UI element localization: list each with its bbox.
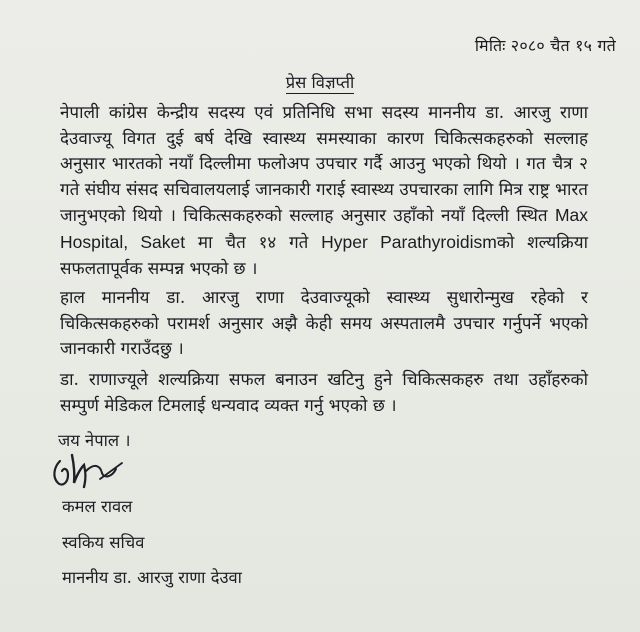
- signatory-name: कमल रावल: [62, 497, 133, 516]
- date-line: मितिः २०८० चैत १५ गते: [474, 36, 616, 55]
- heading-text: प्रेस विज्ञप्ती: [285, 73, 355, 92]
- paragraph-1-middle: मा चैत १४ गते: [185, 232, 322, 253]
- paragraph-1-end: को शल्यक्रिया सफलतापूर्वक सम्पन्न भएको छ ।: [60, 232, 588, 279]
- handwritten-signature: [42, 443, 142, 499]
- hospital-name: Max Hospital, Saket: [60, 205, 588, 252]
- paragraph-2: हाल माननीय डा. आरजु राणा देउवाज्यूको स्वास्थ्य सुधारोन्मुख रहेको र चिकित्सकहरुको परामर्श अनुसार अझै केही समय अस्पतालमै उपचार गर्नुपर्ने भएको जानकारी गराउँदछु ।: [60, 288, 588, 360]
- signatory-office: माननीय डा. आरजु राणा देउवा: [62, 568, 242, 587]
- closing-salutation: जय नेपाल ।: [58, 431, 131, 450]
- diagnosis-name: Hyper Parathyroidism: [321, 231, 497, 252]
- paragraph-3: डा. राणाज्यूले शल्यक्रिया सफल बनाउन खटिनु हुने चिकित्सकहरु तथा उहाँहरुको सम्पुर्ण मेडिकल टिमलाई धन्यवाद व्यक्त गर्नु भएको छ ।: [60, 370, 588, 416]
- signatory-title: स्वकिय सचिव: [62, 533, 145, 552]
- paragraph-1-text: नेपाली कांग्रेस केन्द्रीय सदस्य एवं प्रतिनिधि सभा सदस्य माननीय डा. आरजु राणा देउवाज्यू विगत दुई बर्ष देखि स्वास्थ्य समस्याका कारण चिकित्सकहरुको सल्लाह अनुसार भारतको नयाँ दिल्लीमा फलोअप उपचार गर्दै आउनु भएको थियो । गत चैत्र २ गते संघीय संसद सचिवालयलाई जानकारी गराई स्वास्थ्य उपचारका लागि मित्र राष्ट्र भारत जानुभएको थियो । चिकित्सकहरुको सल्लाह अनुसार उहाँको नयाँ दिल्ली स्थित: [60, 103, 588, 227]
- paragraph-1: [60, 101, 588, 282]
- press-release-heading: [0, 70, 640, 93]
